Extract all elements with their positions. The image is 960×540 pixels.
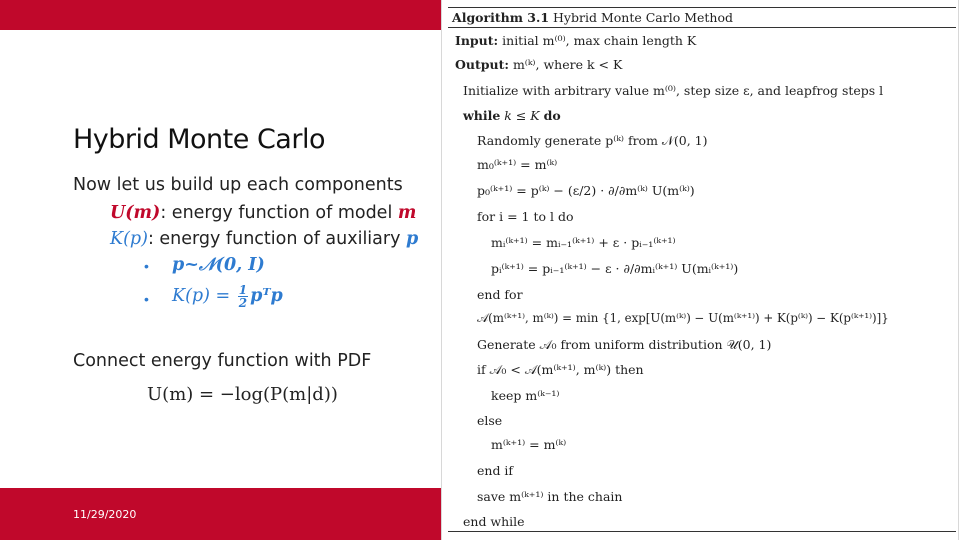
algorithm-number: Algorithm 3.1 — [452, 10, 550, 25]
u-description: : energy function of model — [160, 203, 398, 223]
algo-generate-a: Generate 𝒜₀ from uniform distribution 𝒰(0, 1) — [477, 337, 772, 352]
algo-init: Initialize with arbitrary value m⁽⁰⁾, step size ε, and leapfrog steps l — [463, 83, 884, 98]
bullet-1-text — [172, 255, 265, 275]
algo-end-if: end if — [477, 463, 514, 478]
algo-pi: pᵢ⁽ᵏ⁺¹⁾ = pᵢ₋₁⁽ᵏ⁺¹⁾ − ε · ∂/∂mᵢ⁽ᵏ⁺¹⁾ U(mᵢ⁽ᵏ⁺¹⁾) — [491, 261, 739, 276]
algorithm-title — [452, 10, 733, 25]
u-variable: m — [397, 203, 417, 223]
bullet-dot-1: • — [144, 258, 149, 274]
k-variable: p — [406, 229, 419, 249]
while-keyword: while — [463, 108, 501, 123]
algo-save: save m⁽ᵏ⁺¹⁾ in the chain — [477, 489, 623, 504]
intro-text: Now let us build up each components — [73, 175, 403, 195]
bullet-2-text — [172, 284, 283, 309]
algo-input — [455, 33, 696, 48]
algo-keep: keep m⁽ᵏ⁻¹⁾ — [491, 388, 560, 403]
top-rule — [448, 7, 956, 8]
algo-m-assign: m⁽ᵏ⁺¹⁾ = m⁽ᵏ⁾ — [491, 437, 567, 452]
panel-right-border — [958, 0, 959, 540]
algo-gen-p: Randomly generate p⁽ᵏ⁾ from 𝒩(0, 1) — [477, 133, 708, 148]
algo-end-while: end while — [463, 514, 525, 529]
bullet-dot-2: • — [144, 291, 149, 307]
algo-for: for i = 1 to l do — [477, 209, 574, 224]
k-label: K(p) — [110, 229, 148, 249]
algorithm-name: Hybrid Monte Carlo Method — [553, 10, 733, 25]
bottom-rule — [448, 531, 956, 532]
slide-date: 11/29/2020 — [73, 508, 137, 521]
input-keyword: Input: — [455, 33, 499, 48]
k-description: : energy function of auxiliary — [147, 229, 407, 249]
algo-acceptance: 𝒜(m⁽ᵏ⁺¹⁾, m⁽ᵏ⁾) = min {1, exp[U(m⁽ᵏ⁾) − U(m⁽ᵏ⁺¹⁾) + K(p⁽ᵏ⁾) − K(p⁽ᵏ⁺¹⁾)]} — [477, 311, 889, 325]
connect-text: Connect energy function with PDF — [73, 351, 372, 371]
while-condition: k ≤ K — [504, 108, 540, 123]
k-formula-right: pᵀp — [250, 286, 283, 306]
slide-title: Hybrid Monte Carlo — [73, 124, 325, 155]
k-formula-left: K(p) = — [172, 286, 236, 306]
algorithm-panel — [441, 0, 960, 540]
output-text: m⁽ᵏ⁾, where k < K — [512, 57, 623, 72]
panel-left-border — [441, 0, 442, 540]
energy-equation: U(m) = −log(P(m|d)) — [147, 384, 338, 405]
algo-m0: m₀⁽ᵏ⁺¹⁾ = m⁽ᵏ⁾ — [477, 157, 558, 172]
half-fraction — [238, 284, 248, 309]
header-rule — [448, 27, 956, 28]
algo-end-for: end for — [477, 287, 523, 302]
algo-while — [463, 108, 561, 123]
algo-p0: p₀⁽ᵏ⁺¹⁾ = p⁽ᵏ⁾ − (ε/2) · ∂/∂m⁽ᵏ⁾ U(m⁽ᵏ⁾) — [477, 183, 695, 198]
algo-if: if 𝒜₀ < 𝒜(m⁽ᵏ⁺¹⁾, m⁽ᵏ⁾) then — [477, 362, 644, 377]
algo-output — [455, 57, 622, 72]
p-distribution: p~𝒩(0, I) — [172, 255, 265, 275]
k-definition — [110, 229, 418, 249]
do-keyword: do — [543, 108, 561, 123]
algo-mi: mᵢ⁽ᵏ⁺¹⁾ = mᵢ₋₁⁽ᵏ⁺¹⁾ + ε · pᵢ₋₁⁽ᵏ⁺¹⁾ — [491, 235, 676, 250]
fraction-denominator: 2 — [238, 296, 248, 310]
input-text: initial m⁽⁰⁾, max chain length K — [502, 33, 697, 48]
u-definition — [110, 203, 416, 223]
algo-else: else — [477, 413, 503, 428]
u-label: U(m) — [110, 203, 161, 223]
output-keyword: Output: — [455, 57, 509, 72]
fraction-numerator: 1 — [238, 283, 248, 297]
